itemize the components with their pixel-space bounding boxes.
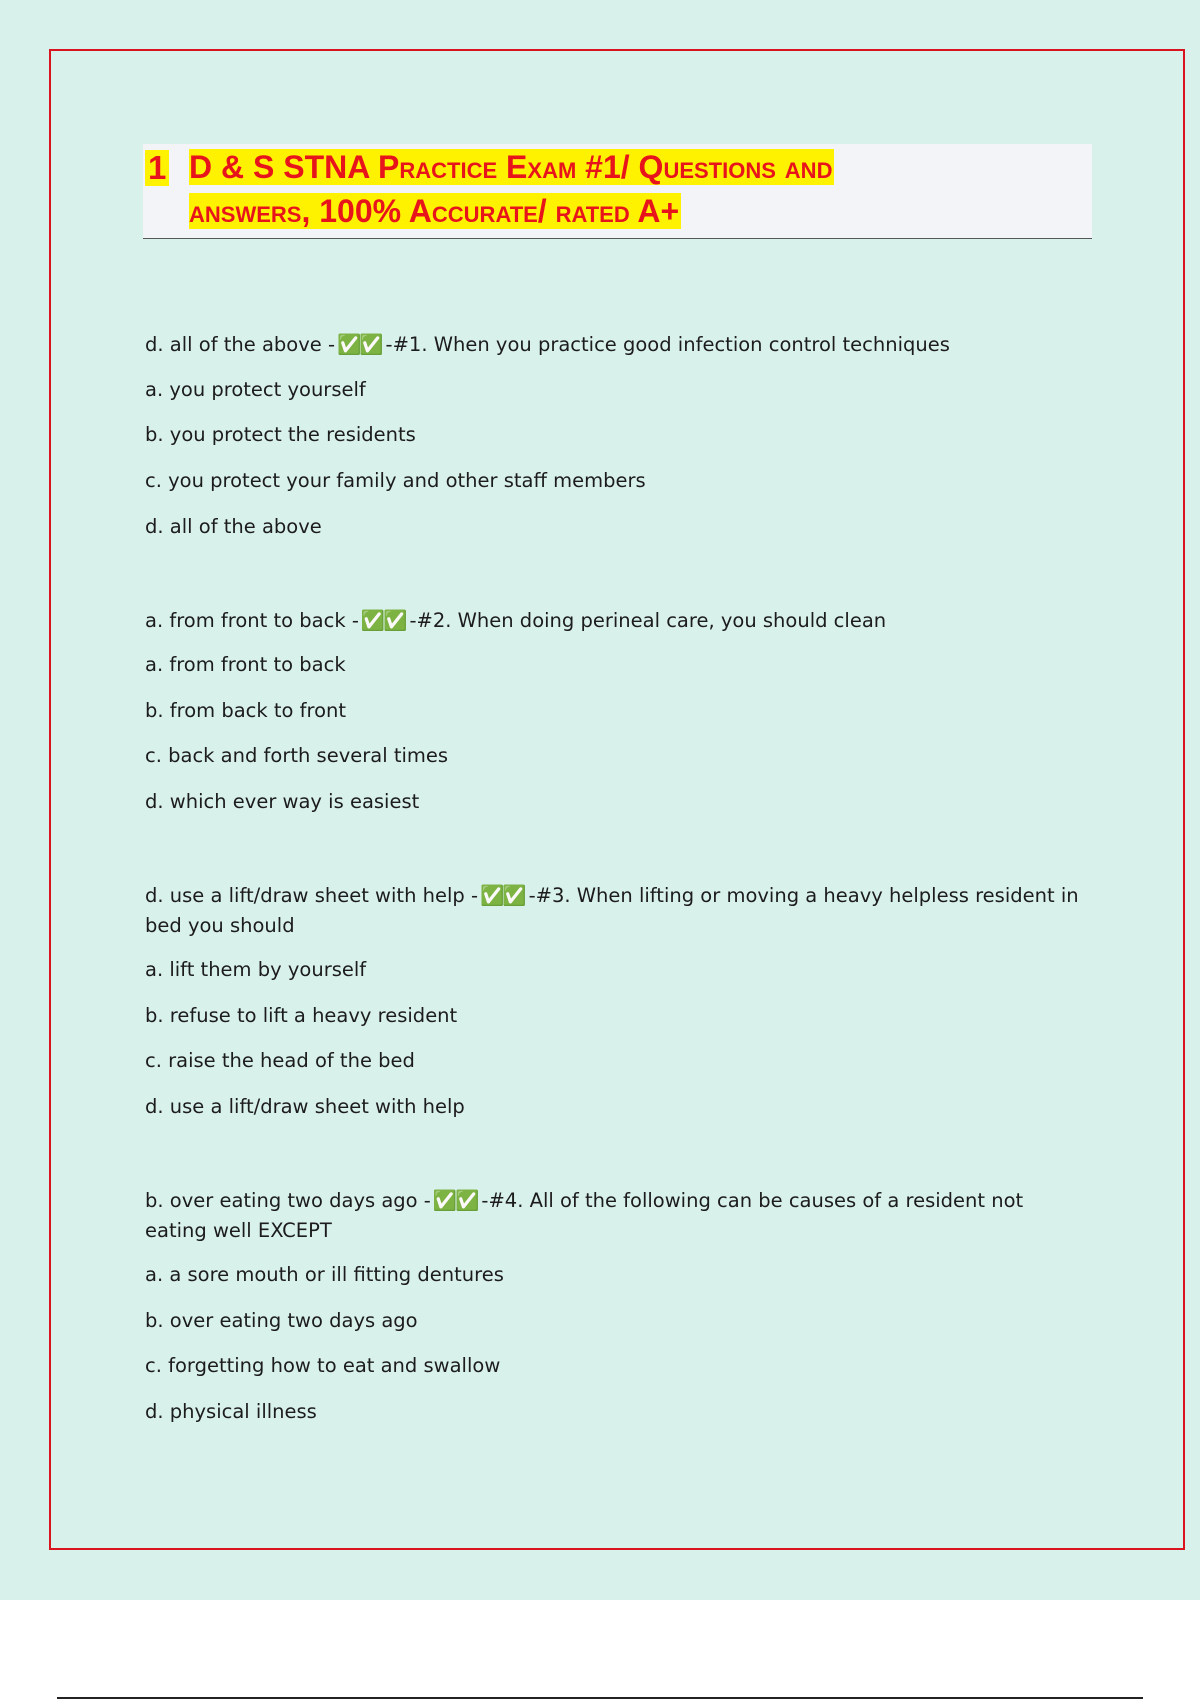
check-icon: ✅✅: [480, 884, 525, 907]
option-2a: a. from front to back: [145, 653, 346, 676]
question-3: [145, 881, 1090, 941]
option-2b: b. from back to front: [145, 699, 347, 722]
question-text: -#4. All of the following can be causes of a resident not eating well EXCEPT: [145, 1189, 1024, 1242]
option-3c: c. raise the head of the bed: [145, 1049, 415, 1072]
question-1: [145, 330, 1090, 360]
option-2c: c. back and forth several times: [145, 744, 449, 767]
question-text: -#3. When lifting or moving a heavy helpless resident in bed you should: [145, 884, 1079, 937]
answer-text: d. use a lift/draw sheet with help -: [145, 884, 479, 907]
option-4c: c. forgetting how to eat and swallow: [145, 1354, 501, 1377]
question-text: -#2. When doing perineal care, you should clean: [409, 609, 887, 632]
option-2d: d. which ever way is easiest: [145, 790, 420, 813]
check-icon: ✅✅: [432, 1189, 478, 1212]
option-4d: d. physical illness: [145, 1400, 317, 1423]
answer-text: d. all of the above -: [145, 333, 335, 356]
check-icon: ✅✅: [336, 333, 382, 356]
option-3a: a. lift them by yourself: [145, 958, 367, 981]
check-icon: ✅✅: [360, 609, 406, 632]
page-title-line-1: D & S STNA Practice Exam #1/ Questions and: [189, 149, 833, 185]
question-2: [145, 606, 1090, 636]
option-3b: b. refuse to lift a heavy resident: [145, 1004, 458, 1027]
option-1b: b. you protect the residents: [145, 423, 416, 446]
question-text: -#1. When you practice good infection control techniques: [385, 333, 950, 356]
option-1c: c. you protect your family and other staff members: [145, 469, 646, 492]
option-4b: b. over eating two days ago: [145, 1309, 418, 1332]
footer-rule: [57, 1697, 1143, 1699]
page-title-line-2: answers, 100% Accurate/ rated A+: [189, 193, 680, 229]
heading-number: 1: [145, 150, 169, 186]
answer-text: b. over eating two days ago -: [145, 1189, 431, 1212]
option-1a: a. you protect yourself: [145, 378, 366, 401]
answer-text: a. from front to back -: [145, 609, 359, 632]
option-3d: d. use a lift/draw sheet with help: [145, 1095, 465, 1118]
option-4a: a. a sore mouth or ill fitting dentures: [145, 1263, 504, 1286]
option-1d: d. all of the above: [145, 515, 322, 538]
question-4: [145, 1186, 1090, 1246]
